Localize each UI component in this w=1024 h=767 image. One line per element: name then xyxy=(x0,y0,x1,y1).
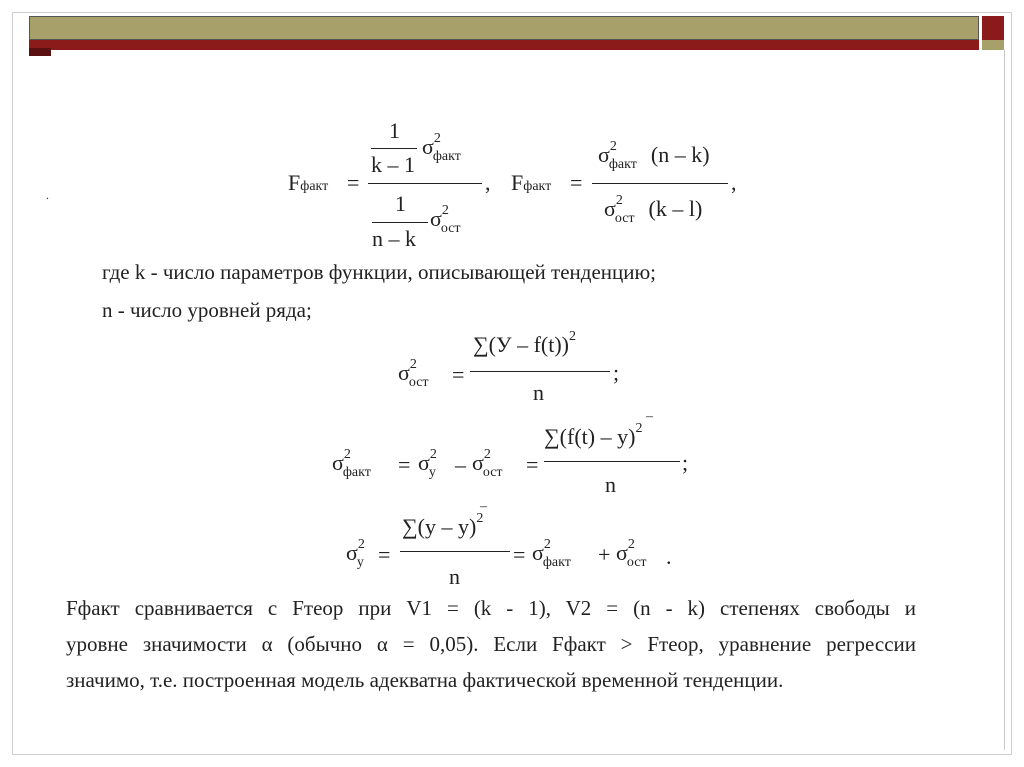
n-minus-k: n – k xyxy=(372,226,416,251)
definition-k: где k - число параметров функции, описывающей тенденцию; xyxy=(102,260,657,284)
conclusion-paragraph xyxy=(66,590,916,698)
paragraph-line-1: Fфакт сравнивается с Fтеор при V1 = (k - 1), V2 = (n - k) степенях свободы и xyxy=(66,596,916,620)
bullet-dot: . xyxy=(46,188,49,202)
fraction-line xyxy=(400,551,510,552)
title-bar-red xyxy=(29,40,979,50)
fraction-line xyxy=(470,371,610,372)
right-rule xyxy=(1004,50,1005,750)
inner-fraction-line xyxy=(371,148,417,149)
main-fraction-line xyxy=(368,183,482,184)
left-accent-bar xyxy=(29,48,51,56)
sigma-symbol: σ xyxy=(422,134,434,159)
paragraph-line-2: уровне значимости α (обычно α = 0,05). Если Fфакт > Fтеор, уравнение регрессии xyxy=(66,632,916,656)
fraction-line xyxy=(544,461,680,462)
numerator-one: 1 xyxy=(389,118,400,143)
title-bar-olive xyxy=(29,16,979,40)
f-symbol: F xyxy=(288,170,301,195)
paragraph-line-3: значимо, т.е. построенная модель адекватна фактической временной тенденции. xyxy=(66,668,784,692)
inner-fraction-line xyxy=(372,222,428,223)
definition-n: n - число уровней ряда; xyxy=(102,298,312,322)
corner-square-red xyxy=(982,16,1004,40)
denominator-one: 1 xyxy=(395,191,406,216)
corner-square-olive xyxy=(982,40,1004,50)
equals-sign: = xyxy=(347,170,360,195)
k-minus-1: k – 1 xyxy=(371,152,415,177)
fraction-line xyxy=(592,183,728,184)
